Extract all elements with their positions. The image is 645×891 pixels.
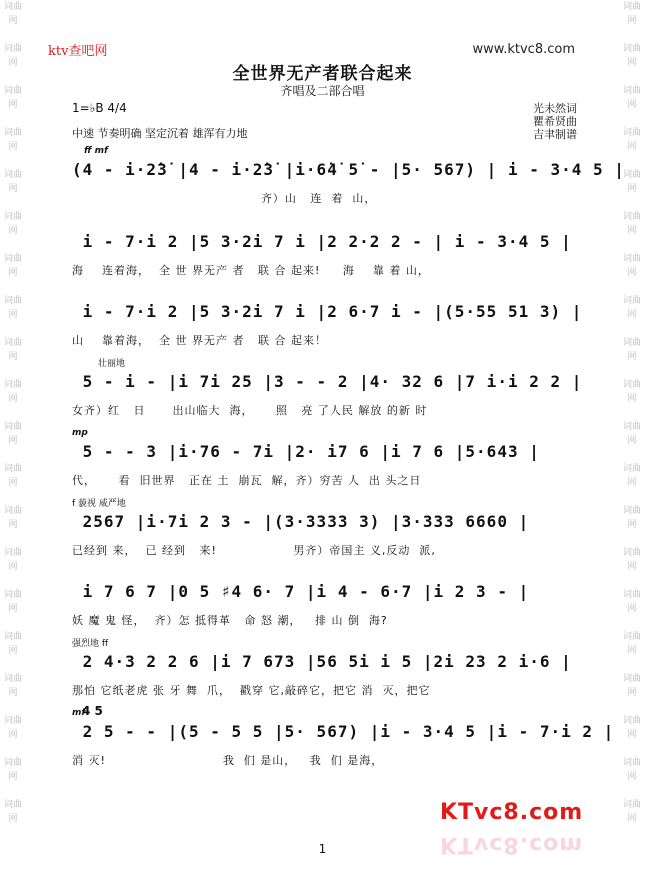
lyric-line: 消 灭! 我 们 是山， 我 们 是海， [72,754,384,767]
song-title: 全世界无产者联合起来 [232,64,413,84]
ktvc8-logo-reflection: KTvc8.com [440,832,584,857]
notation-line: 5 - - 3 |i·76 - 7i |2· i7 6 |i 7 6 |5·643 | [72,442,540,461]
credit-composer: 瞿希贤曲 [533,115,577,128]
notation-line: 2567 |i·7i 2 3 - |(3·3333 3) |3·333 6660 | [72,512,530,531]
lyric-line: 那怕 它纸老虎 张 牙 舞 爪， 戳穿 它,敲碎它，把它 消 灭，把它 [72,684,431,697]
credit-lyricist: 光未然词 [533,102,577,115]
lyric-line: 齐）山 连 着 山， [72,192,377,205]
ktvc8-logo: KTvc8.com [440,800,584,825]
watermark-left: 词曲网 词曲网 词曲网 词曲网 词曲网 词曲网 词曲网 词曲网 词曲网 词曲网 词曲网 词曲网 词曲网 词曲网 词曲网 词曲网 词曲网 词曲网 词曲网 词曲网 [4,2,23,824]
notation-line: i 7 6 7 |0 5 ♯4 6· 7 |i 4 - 6·7 |i 2 3 - | [72,582,530,601]
page-number: 1 [318,842,327,856]
notation-line: 2 4·3 2 2 6 |i 7 673 |56 5i i 5 |2i 23 2 i·6 | [72,652,572,671]
lyric-line: 代， 看 旧世界 正在 土 崩瓦 解，齐）穷苦 人 出 头之日 [72,474,422,487]
expression-mark: 壮丽地 [98,359,126,369]
notation-line: i - 7·i 2 |5 3·2i 7 i |2 2·2 2 - | i - 3·4 5 | [72,232,572,251]
tempo-marking: 中速 节奏明确 坚定沉着 雄浑有力地 [72,127,248,140]
song-subtitle: 齐唱及二部合唱 [280,84,365,98]
notation-line: 2 5 - - |(5 - 5 5 |5· 567) |i - 3·4 5 |i - 7·i 2 | [72,722,615,741]
upper-voice: 4 5 [82,704,103,718]
lyric-line: 妖 魔 鬼 怪， 齐）怎 抵得革 命 怒 潮， 排 山 倒 海? [72,614,388,627]
expression-mark: 强烈地 ff [72,639,109,649]
brand-link[interactable]: ktv查吧网 [48,44,108,59]
dynamic-mark: ff mf [84,146,108,156]
lyric-line: 山 靠着海， 全 世 界无产 者 联 合 起来！ [72,334,327,347]
lyric-line: 女齐）红 日 出山临大 海， 照 亮 了人民 解放 的新 时 [72,404,428,417]
watermark-right: 词曲网 词曲网 词曲网 词曲网 词曲网 词曲网 词曲网 词曲网 词曲网 词曲网 词曲网 词曲网 词曲网 词曲网 词曲网 词曲网 词曲网 词曲网 词曲网 词曲网 [623,2,642,824]
notation-line: 5 - i - |i 7i 25 |3 - - 2 |4· 32 6 |7 i·i 2 2 | [72,372,583,391]
credit-transcriber: 吉聿制谱 [533,128,577,141]
dynamic-mark: mf [72,708,86,718]
expression-mark: f 藐视 威严地 [72,499,126,509]
notation-line: i - 7·i 2 |5 3·2i 7 i |2 6·7 i - |(5·55 51 3) | [72,302,583,321]
dynamic-mark: mp [72,428,88,438]
lyric-line: 海 连着海， 全 世 界无产 者 联 合 起来! 海 靠 着 山， [72,264,430,277]
key-signature: 1=♭B 4/4 [72,101,127,115]
site-url-text: www.ktvc8.com [472,42,575,57]
notation-line: (4 - i·2̇3̇ |4 - i·2̇3̇ |i·6̇4̇ 5̇ - |5· 567) | i - 3·4 5 | [72,160,625,179]
lyric-line: 已经到 来， 已 经到 来! 男齐）帝国主 义,反动 派, [72,544,436,557]
